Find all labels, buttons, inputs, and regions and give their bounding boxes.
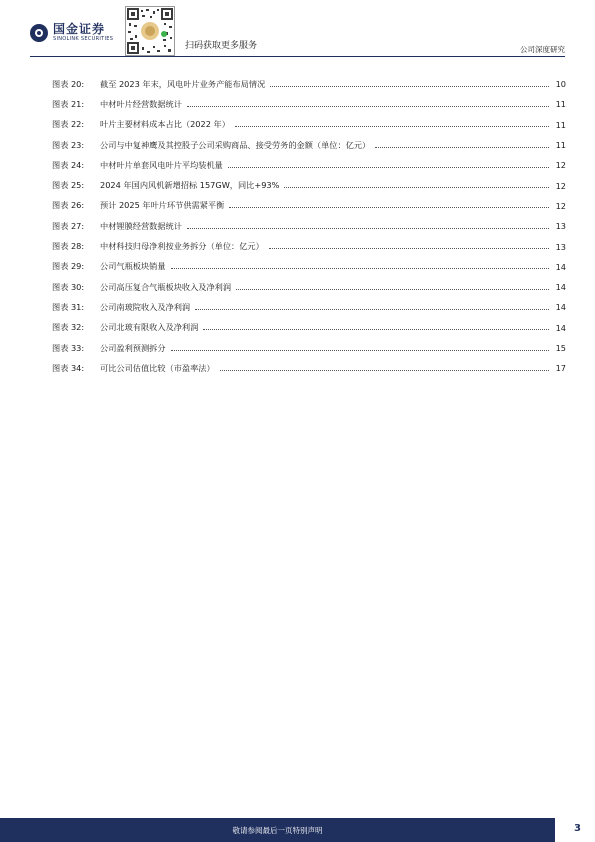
toc-entry-title: 中材科技归母净利按业务拆分（单位：亿元）: [100, 241, 264, 252]
toc-leader-dots: [171, 350, 549, 351]
toc-leader-dots: [220, 370, 549, 371]
toc-entry[interactable]: [52, 196, 566, 216]
toc-entry[interactable]: [52, 74, 566, 94]
toc-entry-label: 图表 32:: [52, 322, 85, 333]
toc-entry[interactable]: [52, 175, 566, 195]
toc-entry[interactable]: [52, 94, 566, 114]
toc-entry-label: 图表 34:: [52, 362, 85, 373]
toc-entry-page: 11: [555, 119, 566, 130]
logo-name-en: SINOLINK SECURITIES: [53, 36, 114, 42]
toc-entry-page: 14: [555, 322, 566, 333]
toc-leader-dots: [187, 106, 549, 107]
toc-leader-dots: [228, 167, 549, 168]
toc-entry[interactable]: [52, 358, 566, 378]
logo-name-cn: 国金证券: [53, 22, 106, 36]
toc-entry-page: 12: [555, 160, 566, 171]
toc-entry-page: 15: [555, 343, 566, 353]
toc-entry-title: 公司气瓶板块销量: [100, 261, 166, 272]
toc-entry-page: 12: [555, 200, 566, 211]
toc-leader-dots: [269, 248, 549, 249]
toc-entry[interactable]: [52, 115, 566, 135]
page-footer: [0, 818, 595, 842]
toc-leader-dots: [235, 126, 549, 127]
company-logo: [30, 23, 113, 42]
toc-entry-label: 图表 31:: [52, 301, 85, 312]
toc-entry[interactable]: [52, 338, 566, 358]
toc-entry-title: 2024 年国内风机新增招标 157GW，同比+93%: [100, 180, 280, 191]
toc-entry-title: 叶片主要材料成本占比（2022 年）: [100, 119, 230, 130]
toc-entry-page: 14: [555, 282, 566, 293]
toc-leader-dots: [270, 86, 549, 87]
toc-leader-dots: [187, 228, 549, 229]
footer-bar: [0, 818, 555, 842]
toc-entry-label: 图表 30:: [52, 281, 85, 292]
toc-entry-label: 图表 26:: [52, 200, 85, 211]
toc-entry-title: 公司南玻院收入及净利润: [100, 301, 191, 312]
toc-entry-page: 14: [555, 261, 566, 272]
toc-leader-dots: [284, 187, 549, 188]
toc-entry[interactable]: [52, 236, 566, 256]
toc-entry-title: 公司北玻有限收入及净利润: [100, 322, 199, 333]
logo-mark-icon: [30, 24, 48, 42]
toc-entry-title: 中材叶片经营数据统计: [100, 98, 182, 109]
toc-entry-label: 图表 22:: [52, 119, 85, 130]
toc-entry-title: 截至 2023 年末，风电叶片业务产能布局情况: [100, 78, 266, 89]
toc-entry-page: 11: [555, 140, 566, 151]
toc-entry[interactable]: [52, 257, 566, 277]
toc-entry-page: 10: [555, 79, 566, 90]
toc-entry-page: 12: [555, 180, 566, 191]
header-divider: [30, 56, 565, 57]
toc-entry-page: 11: [555, 99, 566, 110]
toc-leader-dots: [375, 147, 549, 148]
toc-entry-label: 图表 33:: [52, 342, 85, 353]
toc-entry-label: 图表 21:: [52, 98, 85, 109]
toc-entry-page: 17: [555, 363, 566, 374]
scan-prompt-text: 扫码获取更多服务: [185, 41, 258, 51]
toc-entry-label: 图表 27:: [52, 220, 85, 231]
toc-entry[interactable]: [52, 216, 566, 236]
toc-entry-title: 预计 2025 年叶片环节供需紧平衡: [100, 200, 225, 211]
toc-entry-page: 13: [555, 221, 566, 232]
qr-code-icon[interactable]: [125, 6, 175, 56]
toc-entry-page: 14: [555, 302, 566, 313]
toc-entry-title: 公司盈利预测拆分: [100, 342, 166, 353]
toc-entry-label: 图表 20:: [52, 78, 85, 89]
figure-index-list: [52, 74, 566, 378]
report-type-label: 公司深度研究: [520, 45, 565, 54]
toc-entry[interactable]: [52, 318, 566, 338]
toc-entry-label: 图表 29:: [52, 261, 85, 272]
footer-disclaimer: 敬请参阅最后一页特别声明: [232, 826, 323, 835]
page-number: 3: [574, 823, 581, 834]
toc-entry[interactable]: [52, 297, 566, 317]
toc-entry[interactable]: [52, 135, 566, 155]
toc-entry[interactable]: [52, 277, 566, 297]
toc-entry-title: 可比公司估值比较（市盈率法）: [100, 362, 215, 373]
toc-entry-title: 中材叶片单套风电叶片平均装机量: [100, 159, 223, 170]
toc-entry-label: 图表 23:: [52, 139, 85, 150]
toc-entry-title: 公司高压复合气瓶板块收入及净利润: [100, 281, 232, 292]
toc-leader-dots: [229, 207, 549, 208]
toc-entry-label: 图表 24:: [52, 159, 85, 170]
toc-entry[interactable]: [52, 155, 566, 175]
toc-leader-dots: [195, 309, 549, 310]
toc-entry-title: 中材锂膜经营数据统计: [100, 220, 182, 231]
toc-entry-label: 图表 25:: [52, 180, 85, 191]
page-header: [0, 0, 595, 64]
toc-leader-dots: [236, 289, 549, 290]
toc-leader-dots: [203, 329, 549, 330]
toc-entry-label: 图表 28:: [52, 241, 85, 252]
toc-leader-dots: [171, 268, 549, 269]
toc-entry-page: 13: [555, 241, 566, 252]
toc-entry-title: 公司与中复神鹰及其控股子公司采购商品、接受劳务的金额（单位：亿元）: [100, 139, 371, 150]
